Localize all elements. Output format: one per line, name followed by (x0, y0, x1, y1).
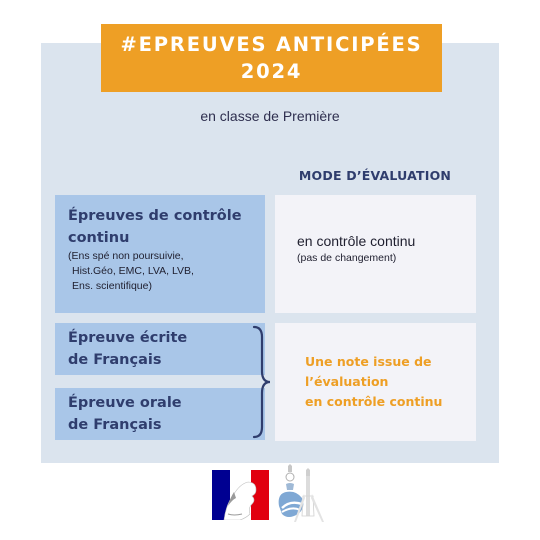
marianne-logo-icon (212, 470, 269, 520)
controle-continu-note-line: Ens. scientifique) (72, 280, 152, 292)
francais-mode-line: Une note issue de (305, 354, 432, 369)
francais-mode-line: en contrôle continu (305, 394, 443, 409)
title-banner (101, 24, 442, 92)
epreuve-orale-line1: Épreuve orale (68, 395, 182, 411)
controle-continu-box (55, 195, 265, 313)
controle-continu-note (68, 249, 258, 294)
epreuve-ecrite-box (55, 323, 265, 375)
francais-mode-box (275, 323, 476, 441)
controle-continu-mode-note: (pas de changement) (297, 252, 397, 264)
epreuve-orale-title (68, 392, 258, 436)
epreuve-ecrite-line2: de Français (68, 352, 162, 368)
subtitle: en classe de Première (200, 108, 340, 124)
epreuve-orale-box (55, 388, 265, 440)
francais-mode-note (305, 352, 470, 412)
lighthouse-logo-icon (276, 464, 331, 524)
controle-continu-note-line: Hist.Géo, EMC, LVA, LVB, (72, 265, 194, 277)
epreuve-orale-line2: de Français (68, 417, 162, 433)
controle-continu-mode-box (275, 195, 476, 313)
controle-continu-note-line: (Ens spé non poursuivie, (68, 250, 184, 262)
epreuve-ecrite-line1: Épreuve écrite (68, 330, 188, 346)
banner-title-line2: 2024 (240, 60, 303, 83)
controle-continu-title-line2: continu (68, 230, 130, 246)
curly-brace-icon (248, 323, 278, 441)
controle-continu-mode: en contrôle continu (297, 233, 416, 249)
controle-continu-title (68, 205, 258, 249)
mode-header: MODE D’ÉVALUATION (298, 168, 452, 183)
controle-continu-title-line1: Épreuves de contrôle (68, 208, 242, 224)
francais-mode-line: l’évaluation (305, 374, 389, 389)
epreuve-ecrite-title (68, 327, 258, 371)
banner-title-line1: #EPREUVES ANTICIPÉES (120, 33, 423, 56)
